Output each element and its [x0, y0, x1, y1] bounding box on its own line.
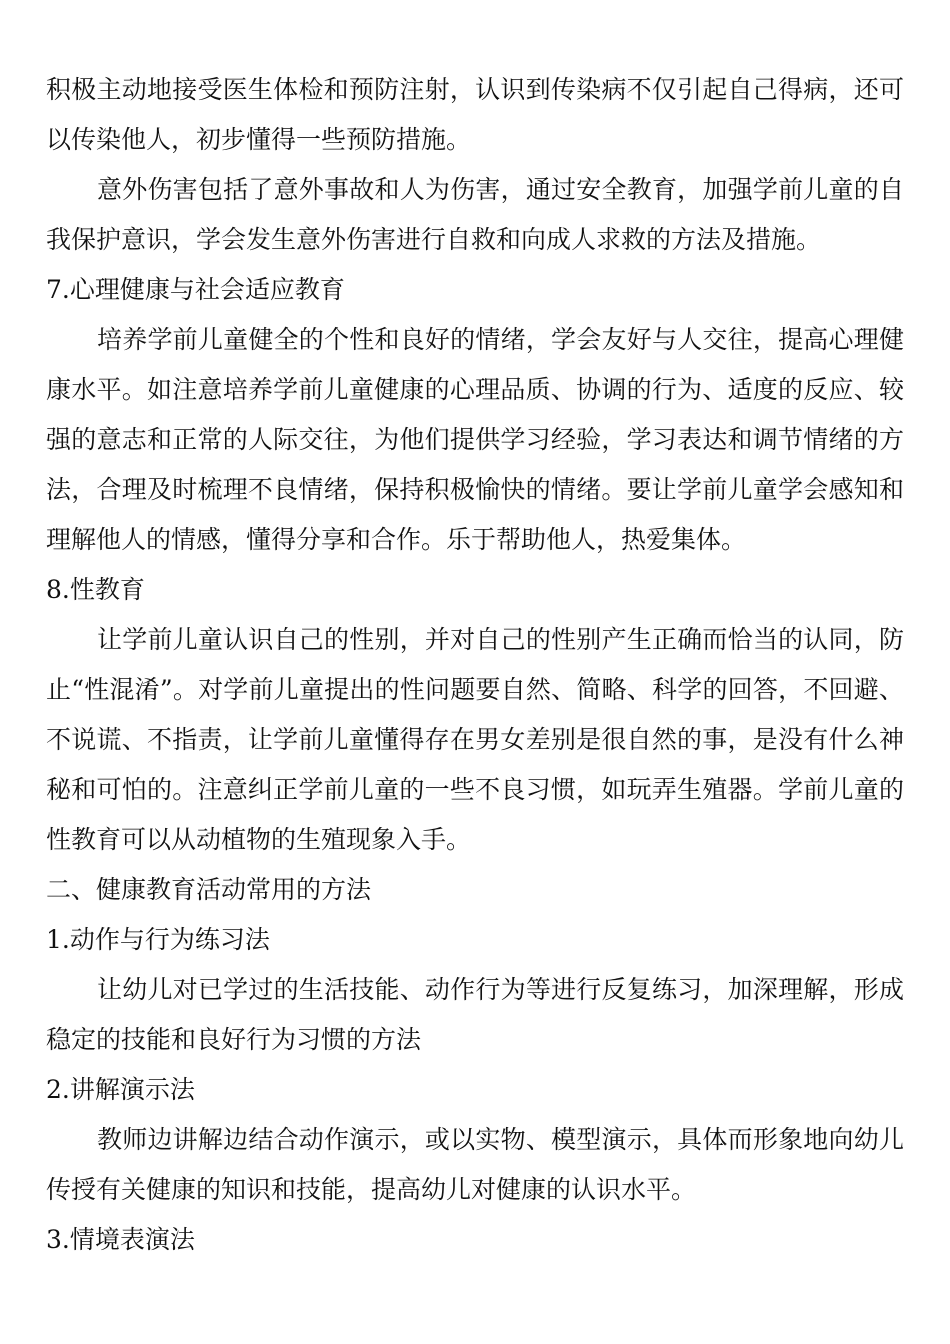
section-heading: 1.动作与行为练习法 [46, 925, 270, 954]
paragraph-line: 我保护意识，学会发生意外伤害进行自救和向成人求救的方法及措施。 [46, 225, 822, 254]
paragraph-line: 稳定的技能和良好行为习惯的方法 [46, 1025, 422, 1054]
section-heading: 3.情境表演法 [46, 1225, 195, 1254]
section-heading: 2.讲解演示法 [46, 1075, 195, 1104]
paragraph-line: 止“性混淆”。对学前儿童提出的性问题要自然、简略、科学的回答，不回避、 [46, 675, 904, 704]
paragraph-line: 不说谎、不指责，让学前儿童懂得存在男女差别是很自然的事，是没有什么神 [46, 725, 904, 754]
section-heading: 8.性教育 [46, 575, 145, 604]
paragraph-line: 培养学前儿童健全的个性和良好的情绪，学会友好与人交往，提高心理健 [97, 325, 904, 354]
paragraph-line: 性教育可以从动植物的生殖现象入手。 [46, 825, 472, 854]
paragraph-line: 积极主动地接受医生体检和预防注射，认识到传染病不仅引起自己得病，还可 [46, 75, 904, 104]
paragraph-line: 让幼儿对已学过的生活技能、动作行为等进行反复练习，加深理解，形成 [97, 975, 904, 1004]
paragraph-line: 法，合理及时梳理不良情绪，保持积极愉快的情绪。要让学前儿童学会感知和 [46, 475, 904, 504]
paragraph-line: 强的意志和正常的人际交往，为他们提供学习经验，学习表达和调节情绪的方 [46, 425, 904, 454]
paragraph-line: 意外伤害包括了意外事故和人为伤害，通过安全教育，加强学前儿童的自 [97, 175, 904, 204]
section-heading: 7.心理健康与社会适应教育 [46, 275, 345, 304]
paragraph-line: 教师边讲解边结合动作演示，或以实物、模型演示，具体而形象地向幼儿 [97, 1125, 904, 1154]
paragraph-line: 以传染他人，初步懂得一些预防措施。 [46, 125, 472, 154]
paragraph-line: 让学前儿童认识自己的性别，并对自己的性别产生正确而恰当的认同，防 [97, 625, 904, 654]
paragraph-line: 传授有关健康的知识和技能，提高幼儿对健康的认识水平。 [46, 1175, 697, 1204]
paragraph-line: 康水平。如注意培养学前儿童健康的心理品质、协调的行为、适度的反应、较 [46, 375, 904, 404]
paragraph-line: 理解他人的情感，懂得分享和合作。乐于帮助他人，热爱集体。 [46, 525, 747, 554]
document-page [46, 65, 904, 1265]
chapter-heading: 二、健康教育活动常用的方法 [46, 875, 372, 904]
paragraph-line: 秘和可怕的。注意纠正学前儿童的一些不良习惯，如玩弄生殖器。学前儿童的 [46, 775, 904, 804]
